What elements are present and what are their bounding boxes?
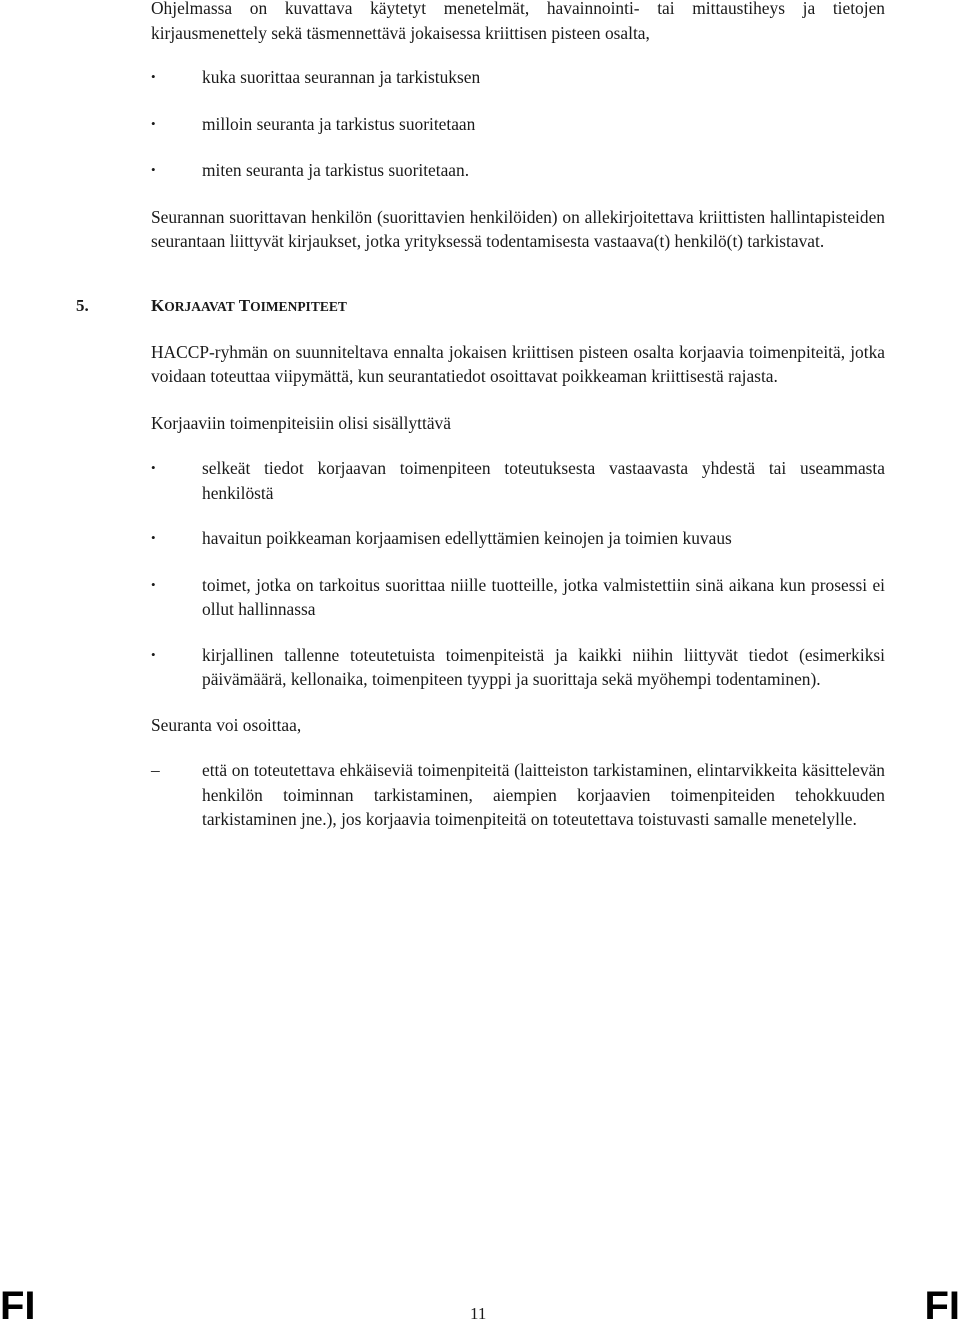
include-paragraph: Korjaaviin toimenpiteisiin olisi sisällyttävä [151,412,451,433]
bullet-icon: • [151,576,156,592]
monitoring-paragraph: Seuranta voi osoittaa, [151,714,302,735]
list-item: – että on toteutettava ehkäiseviä toimenpiteitä (laitteiston tarkistaminen, elintarvikkeita käsittelevän henkilön toiminnan tarkistaminen, aiempien korjaavien toimenpiteiden tehokkuuden tarkistaminen jne.), jos korjaavia toimenpiteitä on toteutettava toistuvasti samalle menetelylle. [151,760,885,829]
section-heading: 5. KORJAAVAT TOIMENPITEET [151,294,885,319]
bullet-icon: • [151,460,156,475]
dash-list [151,758,885,832]
intro-paragraph: Ohjelmassa on kuvattava käytetyt menetelmät, havainnointi- tai mittaustiheys ja tietojen kirjausmenettely sekä täsmennettävä jokaisessa kriittisen pisteen osalta, [151,0,885,43]
page-footer [0,1284,960,1328]
list-item: • kirjallinen tallenne toteutetuista toimenpiteistä ja kaikki niihin liittyvät tiedot (esimerkiksi päivämäärä, kellonaika, toimenpiteen tyyppi ja suorittaja sekä myöhempi todentaminen). [151,644,885,689]
monitoring-list [151,65,885,183]
list-item: • miten seuranta ja tarkistus suoritetaan. [151,158,885,183]
section-number: 5. [76,295,89,315]
bullet-icon: • [151,646,156,662]
haccp-paragraph: HACCP-ryhmän on suunniteltava ennalta jokaisen kriittisen pisteen osalta korjaavia toimenpiteitä, jotka voidaan toteuttaa viipymättä, kun seurantatiedot osoittavat poikkeaman kriittisestä rajasta. [151,341,885,386]
bullet-icon: • [151,69,156,84]
signature-paragraph: Seurannan suorittavan henkilön (suorittavien henkilöiden) on allekirjoitettava kriittisten hallintapisteiden seurantaan liittyvät kirjaukset, jotka yrityksessä todentamisesta vastaava(t) henkilö(t) tarkistavat. [151,206,885,251]
corrective-actions-list [151,456,885,692]
list-item: • selkeät tiedot korjaavan toimenpiteen toteutuksesta vastaavasta yhdestä tai useammasta henkilöstä [151,458,885,503]
bullet-icon: • [151,530,156,545]
list-item: • toimet, jotka on tarkoitus suorittaa niille tuotteille, jotka valmistettiin sinä aikana kun prosessi ei ollut hallinnassa [151,574,885,619]
page-number: 11 [470,1304,487,1323]
language-code-right: FI [924,1284,960,1328]
bullet-icon: • [151,115,156,131]
document-page [76,0,885,832]
list-item: • milloin seuranta ja tarkistus suoritetaan [151,112,885,137]
dash-icon: – [151,760,160,780]
bullet-icon: • [151,162,156,177]
language-code-left: FI [0,1284,36,1328]
list-item: • havaitun poikkeaman korjaamisen edellyttämien keinojen ja toimien kuvaus [151,526,885,551]
list-item: • kuka suorittaa seurannan ja tarkistuksen [151,65,885,90]
